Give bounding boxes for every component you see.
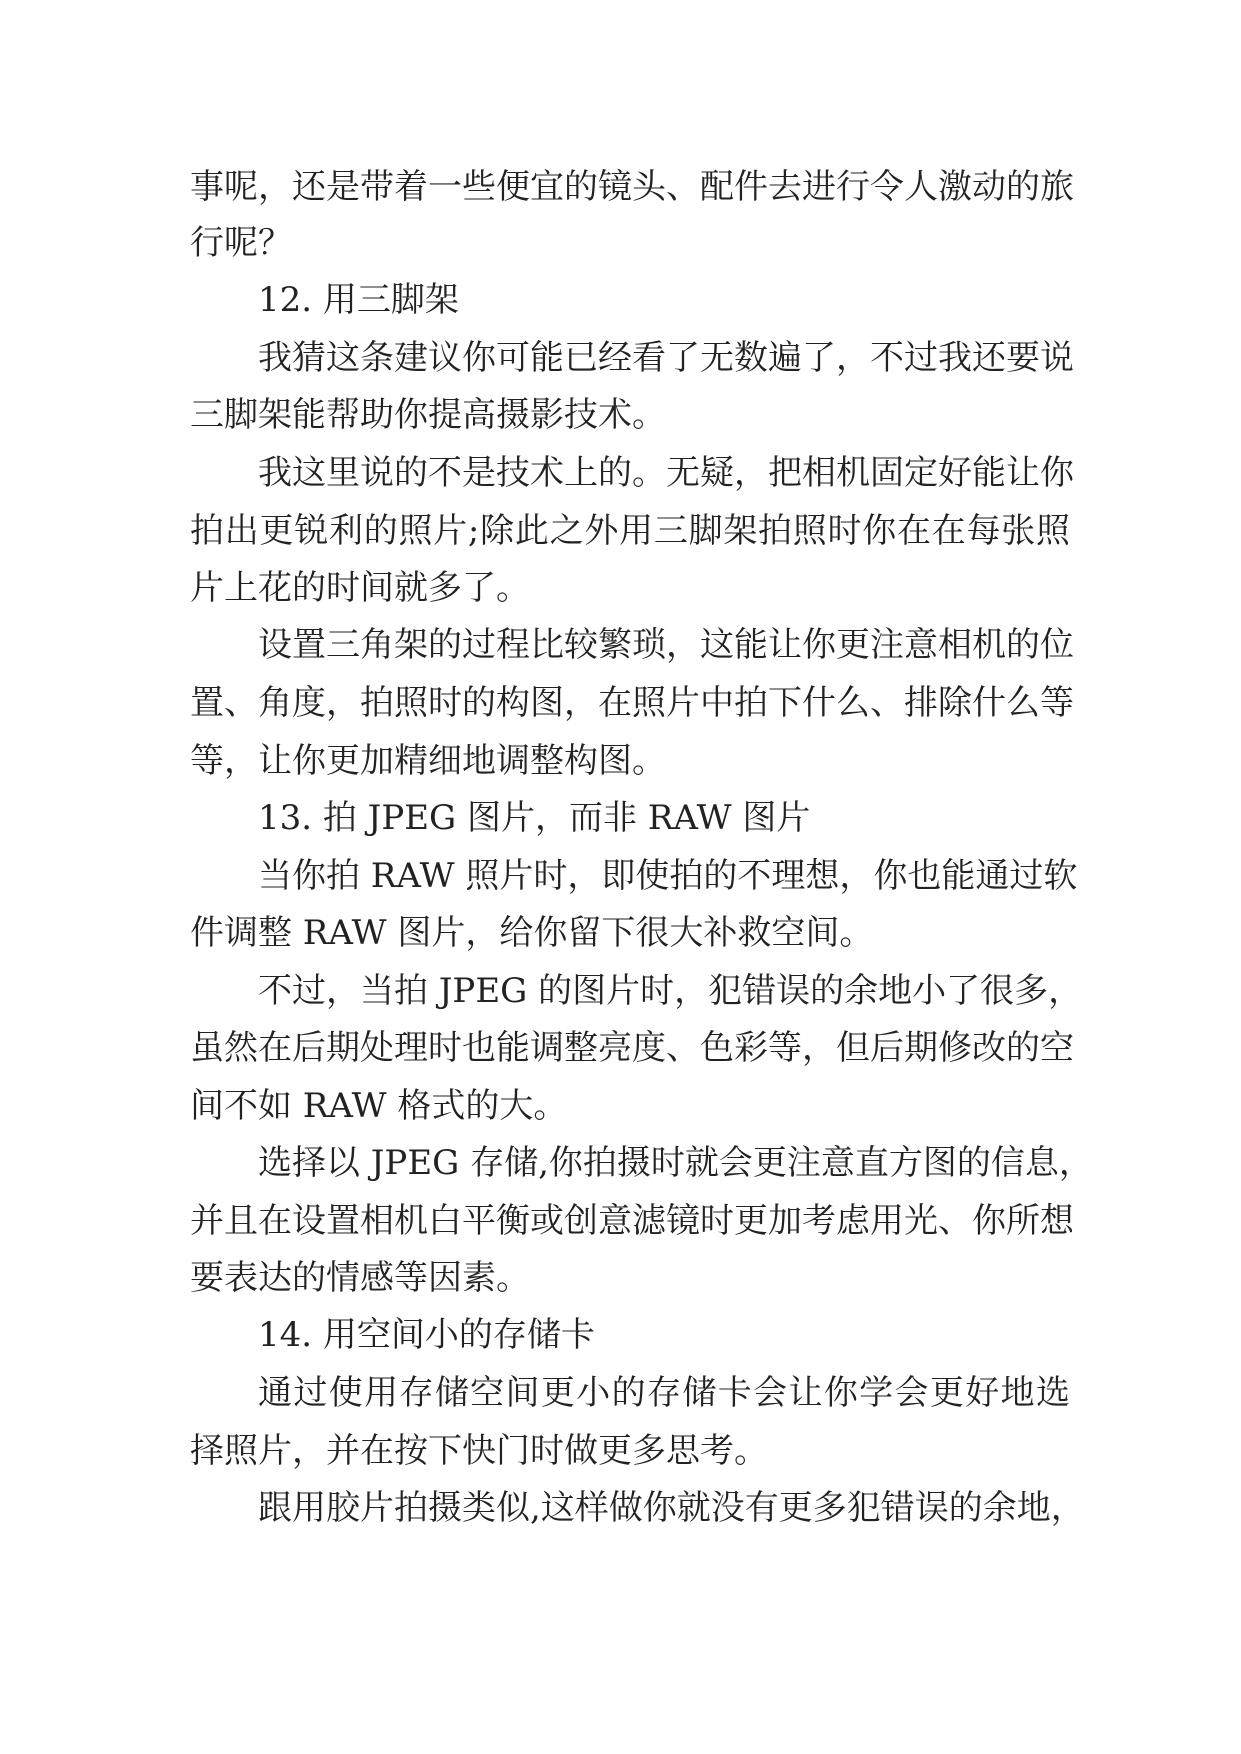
paragraph-line: 不过，当拍 JPEG 的图片时，犯错误的余地小了很多， bbox=[258, 971, 1083, 1011]
paragraph-line: 通过使用存储空间更小的存储卡会让你学会更好地选 bbox=[258, 1373, 1070, 1413]
paragraph-line: 件调整 RAW 图片，给你留下很大补救空间。 bbox=[190, 913, 874, 953]
paragraph-line: 间不如 RAW 格式的大。 bbox=[190, 1086, 568, 1126]
section-heading: 12. 用三脚架 bbox=[258, 280, 459, 320]
paragraph-line: 跟用胶片拍摄类似,这样做你就没有更多犯错误的余地， bbox=[258, 1488, 1085, 1528]
paragraph-line: 择照片，并在按下快门时做更多思考。 bbox=[190, 1431, 768, 1471]
paragraph-line: 行呢？ bbox=[190, 223, 292, 263]
paragraph-line: 选择以 JPEG 存储,你拍摄时就会更注意直方图的信息， bbox=[258, 1143, 1093, 1183]
paragraph-line: 我猜这条建议你可能已经看了无数遍了，不过我还要说 bbox=[258, 338, 1074, 378]
paragraph-line: 拍出更锐利的照片;除此之外用三脚架拍照时你在在每张照 bbox=[190, 511, 1070, 551]
paragraph-line: 置、角度，拍照时的构图，在照片中拍下什么、排除什么等 bbox=[190, 683, 1074, 723]
paragraph-line: 并且在设置相机白平衡或创意滤镜时更加考虑用光、你所想 bbox=[190, 1201, 1074, 1241]
paragraph-line: 三脚架能帮助你提高摄影技术。 bbox=[190, 395, 666, 435]
paragraph-line: 片上花的时间就多了。 bbox=[190, 568, 530, 608]
paragraph-line: 我这里说的不是技术上的。无疑，把相机固定好能让你 bbox=[258, 453, 1074, 493]
paragraph-line: 虽然在后期处理时也能调整亮度、色彩等，但后期修改的空 bbox=[190, 1028, 1074, 1068]
paragraph-line: 当你拍 RAW 照片时，即使拍的不理想，你也能通过软 bbox=[258, 856, 1078, 896]
paragraph-line: 事呢，还是带着一些便宜的镜头、配件去进行令人激动的旅 bbox=[190, 167, 1074, 207]
paragraph-line: 等，让你更加精细地调整构图。 bbox=[190, 741, 666, 781]
section-heading: 13. 拍 JPEG 图片，而非 RAW 图片 bbox=[258, 798, 811, 838]
paragraph-line: 要表达的情感等因素。 bbox=[190, 1258, 530, 1298]
section-heading: 14. 用空间小的存储卡 bbox=[258, 1315, 595, 1355]
paragraph-line: 设置三角架的过程比较繁琐，这能让你更注意相机的位 bbox=[258, 625, 1074, 665]
